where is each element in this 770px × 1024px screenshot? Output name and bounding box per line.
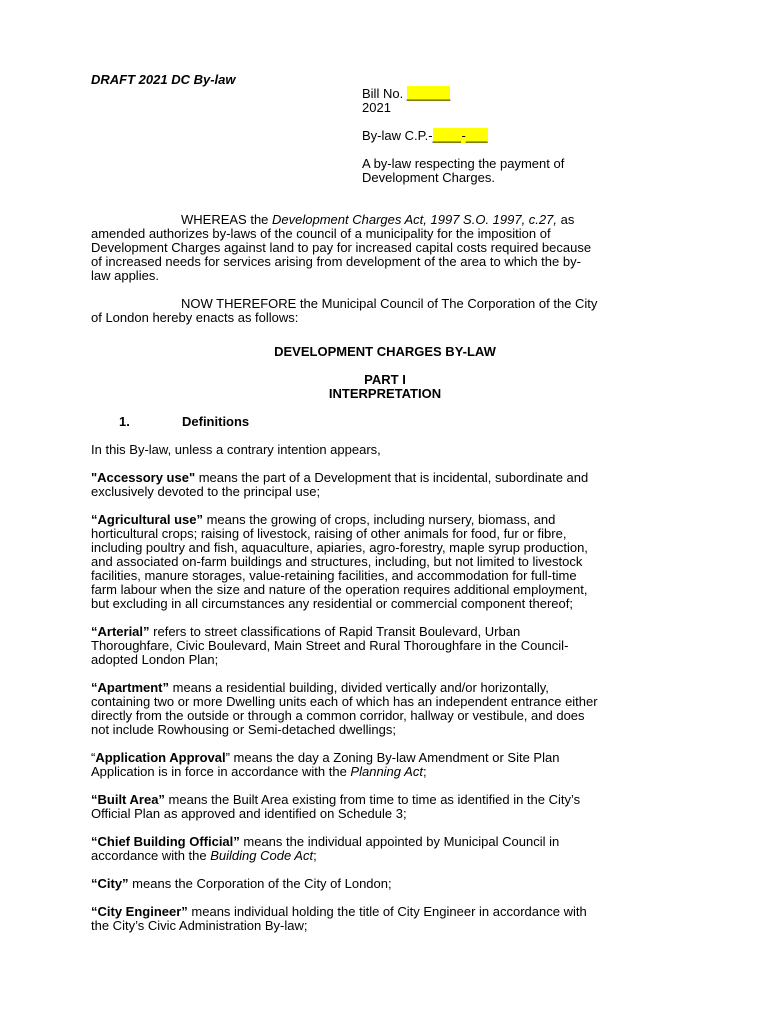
bylaw-number-blank-1: ____ [432, 128, 462, 143]
act-reference: Development Charges Act, 1997 S.O. 1997, c.27, [272, 212, 557, 227]
draft-title: DRAFT 2021 DC By-law [91, 72, 236, 87]
now-therefore-clause: NOW THEREFORE the Municipal Council of The Corporation of the City of London hereby enacts as follows: [91, 296, 598, 325]
section-number: 1. [119, 414, 130, 429]
bylaw-description: A by-law respecting the payment of Development Charges. [362, 156, 565, 185]
definition-term: “City Engineer” [91, 904, 188, 919]
bylaw-number-blank-2: ___ [465, 128, 488, 143]
bylaw-number-line: By-law C.P.-____-___ [362, 128, 488, 143]
definition-application-approval: “Application Approval” means the day a Zoning By-law Amendment or Site Plan Application is in force in accordance with the Planning Act; [91, 750, 560, 779]
definition-apartment: “Apartment” means a residential building, divided vertically and/or horizontally, containing two or more Dwelling units each of which has an independent entrance either directly from the outside or through a common corridor, hallway or vestibule, and does not include Rowhousing or Semi-detached dwellings; [91, 680, 598, 737]
definition-agricultural-use: “Agricultural use” means the growing of crops, including nursery, biomass, and horticultural crops; raising of livestock, raising of other animals for food, fur or fibre, including poultry and fish, aquaculture, apiaries, agro-forestry, maple syrup production, and associated on-farm buildings and structures, including, but not limited to livestock facilities, manure storages, value-retaining facilities, and accommodation for full-time farm labour when the size and nature of the operation requires additional employment, but excluding in all circumstances any residential or commercial component thereof; [91, 512, 588, 611]
definition-term: “City” [91, 876, 129, 891]
definition-chief-building-official: “Chief Building Official” means the individual appointed by Municipal Council in accordance with the Building Code Act; [91, 834, 560, 863]
definition-term: “Built Area” [91, 792, 165, 807]
definition-city-engineer: “City Engineer” means individual holding the title of City Engineer in accordance with the City’s Civic Administration By-law; [91, 904, 587, 933]
definition-built-area: “Built Area” means the Built Area existing from time to time as identified in the City’s Official Plan as approved and identified on Schedule 3; [91, 792, 581, 821]
definition-city: “City” means the Corporation of the City of London; [91, 876, 392, 891]
part-number: PART I [364, 372, 406, 387]
definitions-intro: In this By-law, unless a contrary intention appears, [91, 442, 381, 457]
whereas-clause: WHEREAS the Development Charges Act, 1997 S.O. 1997, c.27, as amended authorizes by-laws of the council of a municipality for the imposition of Development Charges against land to pay for increased capital costs required because of increased needs for services arising from development of the area to which the by- law applies. [91, 212, 592, 283]
bill-number-blank: ______ [406, 86, 451, 101]
definition-term: Application Approval [95, 750, 226, 765]
definition-term: “Apartment” [91, 680, 170, 695]
definition-term: “Agricultural use” [91, 512, 203, 527]
definition-term: “Arterial” [91, 624, 150, 639]
definition-term: "Accessory use" [91, 470, 196, 485]
bill-number-line: Bill No. ______ [362, 86, 451, 101]
part-name: INTERPRETATION [328, 386, 442, 401]
part-heading [91, 373, 679, 401]
definition-arterial: “Arterial” refers to street classifications of Rapid Transit Boulevard, Urban Thoroughfare, Civic Boulevard, Main Street and Rural Thoroughfare in the Council- adopted London Plan; [91, 624, 569, 667]
bill-year: 2021 [362, 100, 391, 115]
bill-block [362, 87, 564, 185]
section-title: Definitions [182, 414, 250, 429]
definition-accessory-use: "Accessory use" means the part of a Development that is incidental, subordinate and exclusively devoted to the principal use; [91, 470, 589, 499]
definition-term: “Chief Building Official” [91, 834, 240, 849]
bylaw-title: DEVELOPMENT CHARGES BY-LAW [274, 344, 496, 359]
